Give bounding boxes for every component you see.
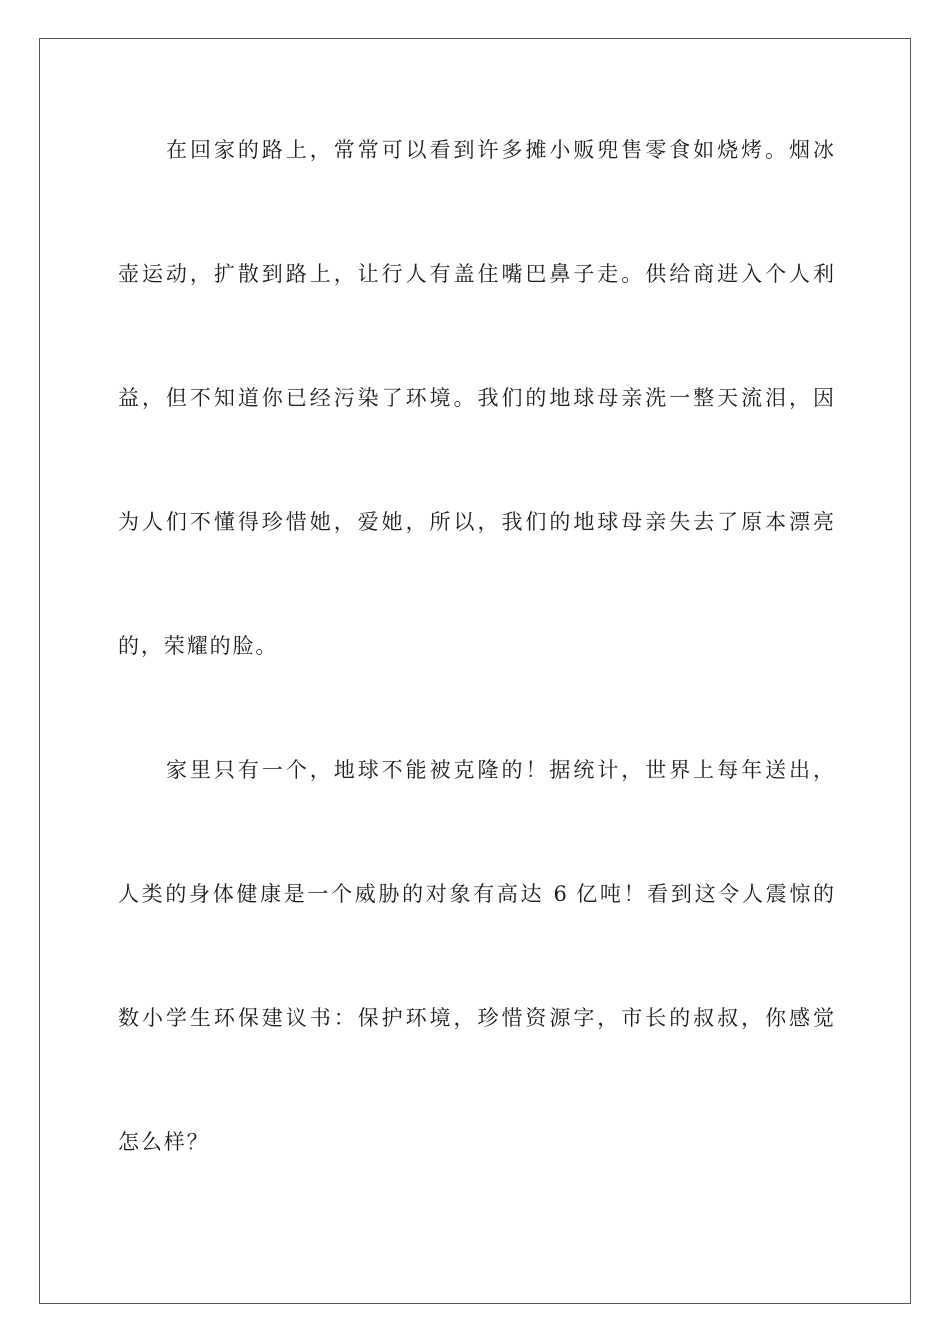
text-line: 在回家的路上，常常可以看到许多摊小贩兜售零食如烧烤。烟冰 [166, 138, 834, 162]
page-border [39, 38, 911, 1304]
text-line: 的，荣耀的脸。 [118, 634, 279, 658]
text-line: 益，但不知道你已经污染了环境。我们的地球母亲洗一整天流泪，因 [118, 386, 834, 410]
text-line: 人类的身体健康是一个威胁的对象有高达 6 亿吨！看到这令人震惊的 [118, 882, 834, 906]
text-line: 为人们不懂得珍惜她，爱她，所以，我们的地球母亲失去了原本漂亮 [118, 510, 834, 534]
text-line: 壶运动，扩散到路上，让行人有盖住嘴巴鼻子走。供给商进入个人利 [118, 262, 834, 286]
text-line: 怎么样？ [118, 1130, 210, 1154]
text-line: 数小学生环保建议书：保护环境，珍惜资源字，市长的叔叔，你感觉 [118, 1006, 834, 1030]
text-line: 家里只有一个，地球不能被克隆的！据统计，世界上每年送出， [166, 758, 834, 782]
